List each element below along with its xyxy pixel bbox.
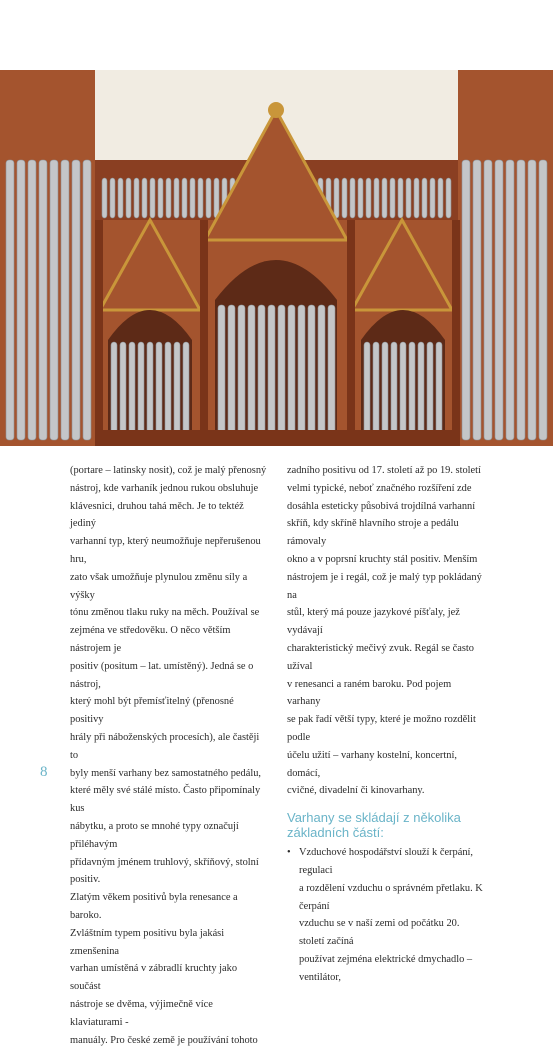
upper-pipe	[214, 178, 219, 218]
left-line: zejména ve středověku. O něco větším nástrojem je	[70, 622, 267, 658]
left-line: manuály. Pro české země je používání tohoto	[70, 1032, 267, 1049]
right-line: se pak řadí větší typy, které je možno rozdělit podle	[287, 711, 487, 747]
right-pipe	[400, 342, 406, 435]
right-line: charakteristický mečivý zvuk. Regál se často užíval	[287, 640, 487, 676]
central-pipe	[298, 305, 305, 435]
upper-pipe	[406, 178, 411, 218]
left-line: přídavným jménem truhlový, skříňový, stolní positiv.	[70, 854, 267, 890]
left-pipe	[138, 342, 144, 435]
right-line: stůl, který má pouze jazykové píšťaly, jež vydávají	[287, 604, 487, 640]
section-heading	[287, 810, 487, 840]
left-line: hrály při náboženských procesích), ale častěji to	[70, 729, 267, 765]
left-pipe	[174, 342, 180, 435]
central-pipe	[278, 305, 285, 435]
central-pipe	[268, 305, 275, 435]
side-pipe	[6, 160, 14, 440]
left-line: byly menší varhany bez samostatného pedálu,	[70, 765, 267, 783]
left-line: positiv (positum – lat. umístěný). Jedná se o nástroj,	[70, 658, 267, 694]
right-pipe	[373, 342, 379, 435]
upper-pipe	[422, 178, 427, 218]
right-line: skříň, kdy skříně hlavního stroje a pedálu rámovaly	[287, 515, 487, 551]
side-pipe	[495, 160, 503, 440]
side-pipe	[83, 160, 91, 440]
side-pipe	[517, 160, 525, 440]
central-pipe	[318, 305, 325, 435]
central-pipe	[288, 305, 295, 435]
upper-pipe	[166, 178, 171, 218]
right-line: nástrojem je i regál, což je malý typ pokládaný na	[287, 569, 487, 605]
right-pipe	[409, 342, 415, 435]
central-pipe	[228, 305, 235, 435]
side-pipe	[473, 160, 481, 440]
left-line: tónu změnou tlaku ruky na měch. Používal se	[70, 604, 267, 622]
left-text-column	[70, 462, 267, 1049]
right-line: okno a v poprsní kruchty stál positiv. Menším	[287, 551, 487, 569]
upper-pipe	[334, 178, 339, 218]
case-post	[200, 220, 208, 446]
right-pipe	[391, 342, 397, 435]
side-pipe	[528, 160, 536, 440]
left-line: které měly své stálé místo. Často připomínaly kus	[70, 782, 267, 818]
finial-ornament	[268, 102, 284, 118]
side-pipe	[506, 160, 514, 440]
right-pipe	[427, 342, 433, 435]
left-line: zato však umožňuje plynulou změnu síly a výšky	[70, 569, 267, 605]
left-pipe	[111, 342, 117, 435]
upper-pipe	[390, 178, 395, 218]
upper-pipe	[118, 178, 123, 218]
page-number: 8	[40, 764, 48, 781]
right-line: v renesanci a raném baroku. Pod pojem varhany	[287, 676, 487, 712]
bullet-line: Vzduchové hospodářství slouží k čerpání, regulaci	[299, 844, 487, 880]
bullet-line: a rozdělení vzduchu o správném přetlaku. K čerpání	[299, 880, 487, 916]
upper-pipe	[142, 178, 147, 218]
right-pipe	[418, 342, 424, 435]
bullet-line: vzduchu se v naší zemi od počátku 20. století začíná	[299, 915, 487, 951]
right-pipe	[436, 342, 442, 435]
left-line: (portare – latinsky nosit), což je malý přenosný	[70, 462, 267, 480]
upper-pipe	[382, 178, 387, 218]
side-pipe	[28, 160, 36, 440]
upper-pipe	[134, 178, 139, 218]
upper-pipe	[174, 178, 179, 218]
upper-pipe	[158, 178, 163, 218]
left-line: nástroj, kde varhaník jednou rukou obsluhuje	[70, 480, 267, 498]
upper-pipe	[398, 178, 403, 218]
central-pipe	[248, 305, 255, 435]
case-post	[95, 220, 103, 446]
central-pipe	[328, 305, 335, 435]
right-line: cvičné, divadelní či kinovarhany.	[287, 782, 487, 800]
left-pipe	[147, 342, 153, 435]
left-line: klávesnici, druhou tahá měch. Je to tektéž jediný	[70, 498, 267, 534]
upper-pipe	[374, 178, 379, 218]
upper-pipe	[342, 178, 347, 218]
left-line: Zlatým věkem positivů byla renesance a baroko.	[70, 889, 267, 925]
upper-pipe	[102, 178, 107, 218]
right-pipe	[364, 342, 370, 435]
left-line: Zvláštním typem positivu byla jakási zmenšenina	[70, 925, 267, 961]
right-line: dosáhla esteticky působivá trojdílná varhanní	[287, 498, 487, 516]
side-pipe	[50, 160, 58, 440]
left-line: nástroje se dvěma, výjimečně více klaviaturami -	[70, 996, 267, 1032]
section-heading-line: Varhany se skládají z několika	[287, 810, 487, 825]
case-post	[452, 220, 460, 446]
side-pipe	[72, 160, 80, 440]
upper-pipe	[182, 178, 187, 218]
upper-pipe	[150, 178, 155, 218]
right-line: velmi typické, neboť značného rozšíření zde	[287, 480, 487, 498]
central-pipe	[238, 305, 245, 435]
upper-pipe	[438, 178, 443, 218]
upper-pipe	[190, 178, 195, 218]
side-pipe	[61, 160, 69, 440]
left-line: varhanní typ, který neumožňuje nepřerušenou hru,	[70, 533, 267, 569]
left-line: nábytku, a proto se mnohé typy označují přiléhavým	[70, 818, 267, 854]
upper-pipe	[430, 178, 435, 218]
bullet-marker: •	[287, 844, 299, 986]
left-pipe	[120, 342, 126, 435]
upper-pipe	[446, 178, 451, 218]
side-pipe	[539, 160, 547, 440]
organ-photo	[0, 70, 553, 446]
upper-pipe	[414, 178, 419, 218]
side-pipe	[484, 160, 492, 440]
upper-pipe	[358, 178, 363, 218]
case-post	[347, 220, 355, 446]
central-pipe	[308, 305, 315, 435]
bullet-item	[287, 844, 487, 986]
upper-pipe	[350, 178, 355, 218]
side-pipe	[462, 160, 470, 440]
right-line: účelu užití – varhany kostelní, koncertní, domácí,	[287, 747, 487, 783]
section-heading-line: základních částí:	[287, 825, 487, 840]
left-line: který mohl být přemísťitelný (přenosné positivy	[70, 693, 267, 729]
left-pipe	[183, 342, 189, 435]
central-pipe	[218, 305, 225, 435]
bullet-line: používat zejména elektrické dmychadlo – ventilátor,	[299, 951, 487, 987]
upper-pipe	[366, 178, 371, 218]
upper-pipe	[110, 178, 115, 218]
central-pipe	[258, 305, 265, 435]
left-pipe	[129, 342, 135, 435]
left-pipe	[165, 342, 171, 435]
side-pipe	[39, 160, 47, 440]
case-base	[95, 430, 458, 446]
upper-pipe	[206, 178, 211, 218]
right-pipe	[382, 342, 388, 435]
right-line: zadního positivu od 17. století až po 19. století	[287, 462, 487, 480]
left-pipe	[156, 342, 162, 435]
right-text-column	[287, 462, 487, 987]
side-pipe	[17, 160, 25, 440]
left-line: varhan umístěná v zábradlí kruchty jako součást	[70, 960, 267, 996]
upper-pipe	[198, 178, 203, 218]
upper-pipe	[126, 178, 131, 218]
